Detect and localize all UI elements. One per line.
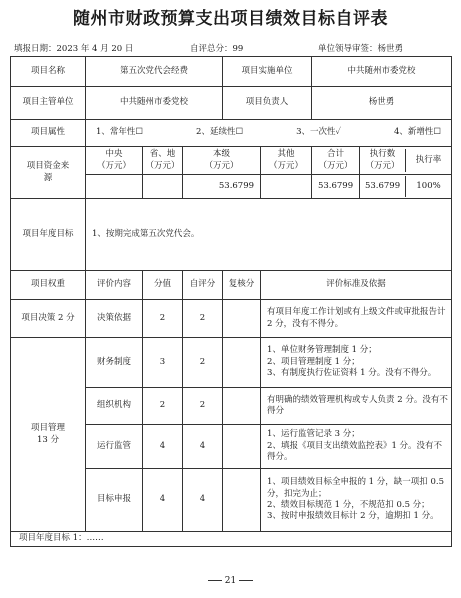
funds-head-total: 合计 （万元） [312,147,360,175]
evaluation-table [10,56,452,547]
eval-self: 2 [183,300,223,338]
attr-label: 项目属性 [11,120,86,147]
criteria-line: 3、按时申报绩效目标计 2 分，逾期扣 1 分。 [267,511,439,522]
eval-criteria [261,338,452,388]
dept-label: 项目主管单位 [11,87,86,120]
funds-val-exec-amount: 53.6799 [360,176,406,197]
project-name-label: 项目名称 [11,57,86,87]
eval-review [223,388,261,425]
eval-head-content: 评价内容 [86,271,143,300]
eval-criteria [261,388,452,425]
page-title: 随州市财政预算支出项目绩效目标自评表 [73,9,388,29]
eval-head-self: 自评分 [183,271,223,300]
project-name-row [11,57,452,87]
eval-content: 目标申报 [86,469,143,532]
funds-val-other [261,175,312,199]
eval-score: 4 [143,425,183,469]
funds-head-exec-amount: 执行数 （万元） [360,149,406,172]
dash-left [208,580,222,581]
eval-head-weight: 项目权重 [11,271,86,300]
dash-right [239,580,253,581]
eval-self: 4 [183,425,223,469]
impl-unit-value: 中共随州市委党校 [312,57,452,87]
eval-criteria [261,425,452,469]
criteria-line: 1、项目绩效目标全申报的 1 分，缺一项扣 0.5 分，扣完为止； [267,477,444,499]
impl-unit-label: 项目实施单位 [223,57,312,87]
attr-options [86,120,452,147]
funds-head-exec-rate: 执行率 [415,154,442,165]
criteria-line: 有项目年度工作计划或有上级文件或审批报告计 2 分，没有不得分。 [267,307,446,329]
goal-label: 项目年度目标 [11,199,86,271]
eval-content: 运行监管 [86,425,143,469]
attr-option-2: 2、延续性☐ [196,127,244,138]
eval-head-criteria: 评价标准及依据 [261,271,452,300]
eval-head-review: 复核分 [223,271,261,300]
eval-content: 财务制度 [86,338,143,388]
eval-review [223,425,261,469]
eval-row [11,338,452,388]
page-number-text: 21 [224,576,237,586]
eval-review [223,338,261,388]
footer-row [11,532,452,547]
eval-criteria [261,469,452,532]
group-weight: 项目管理 13 分 [11,338,86,532]
eval-self: 2 [183,338,223,388]
goal-text: 1、按期完成第五次党代会。 [86,199,452,271]
project-dept-row [11,87,452,120]
funds-header-row [11,147,452,175]
eval-score: 2 [143,300,183,338]
eval-score: 4 [143,469,183,532]
attr-option-4: 4、新增性☐ [394,127,442,138]
funds-head-province: 省、地 （万元） [143,147,183,175]
eval-content: 决策依据 [86,300,143,338]
criteria-line: 有明确的绩效管理机构或专人负责 2 分。没有不得分 [267,394,448,416]
funds-val-local: 53.6799 [183,175,261,199]
eval-head-score: 分值 [143,271,183,300]
project-attr-row [11,120,452,147]
funds-label [11,147,86,199]
eval-criteria [261,300,452,338]
eval-header-row [11,271,452,300]
eval-self: 2 [183,388,223,425]
page-number [0,576,461,586]
funds-val-exec [360,175,452,199]
eval-review [223,469,261,532]
project-name-value: 第五次党代会经费 [86,57,223,87]
funds-val-province [143,175,183,199]
funds-val-total: 53.6799 [312,175,360,199]
eval-content: 组织机构 [86,388,143,425]
criteria-line: 3、有制度执行佐证资料 1 分。没有不得分。 [267,368,437,379]
criteria-line: 2、绩效目标规范 1 分，不规范扣 0.5 分； [267,500,430,510]
report-date: 填报日期：2023 年 4 月 20 日 [14,44,134,54]
eval-score: 3 [143,338,183,388]
funds-head-central: 中央 （万元） [86,147,143,175]
funds-head-exec [360,147,452,175]
group-weight: 项目决策 2 分 [11,300,86,338]
funds-val-central [86,175,143,199]
funds-head-other: 其他 （万元） [261,147,312,175]
owner-value: 杨世勇 [312,87,452,120]
dept-value: 中共随州市委党校 [86,87,223,120]
owner-label: 项目负责人 [223,87,312,120]
funds-head-local: 本级 （万元） [183,147,261,175]
eval-score: 2 [143,388,183,425]
criteria-line: 2、填报《项目支出绩效监控表》1 分。没有不得分。 [267,440,443,463]
eval-self: 4 [183,469,223,532]
attr-option-3: 3、一次性✓ [296,127,341,138]
eval-row [11,300,452,338]
attr-option-1: 1、常年性☐ [96,127,144,138]
criteria-line: 2、项目管理制度 1 分； [267,356,360,367]
eval-review [223,300,261,338]
annual-goal-row [11,199,452,271]
leader-signoff: 单位领导审签：杨世勇 [318,44,404,54]
footer-goal: 项目年度目标 1：…… [11,532,452,547]
criteria-line: 1、单位财务管理制度 1 分； [267,345,377,356]
self-score-total: 自评总分：99 [190,44,244,54]
funds-val-exec-rate: 100% [416,180,441,191]
criteria-line: 1、运行监管记录 3 分； [267,429,360,440]
funds-label-text: 项目资金来源 [26,161,70,183]
